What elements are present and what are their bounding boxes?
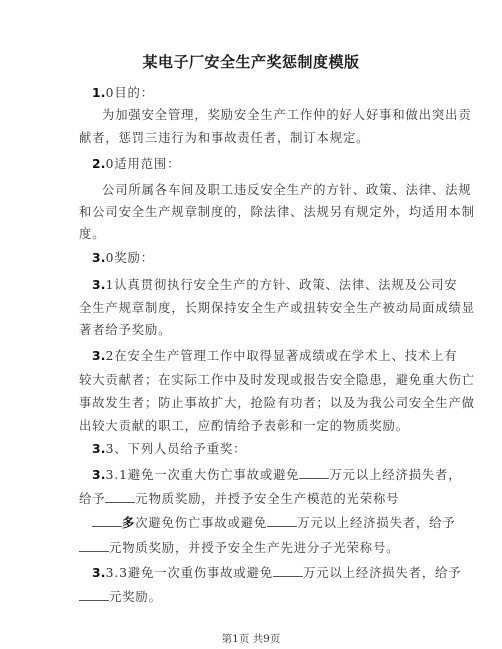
text-line: [102, 183, 472, 197]
line-text: 为加强安全管理，奖励安全生产工作仲的好人好事和做出突出贡: [102, 108, 472, 122]
line-text: 献者，惩罚三违行为和事故责任者，制订本规定。: [79, 131, 370, 145]
text-line: [92, 278, 457, 292]
section-number: 3.: [92, 349, 106, 363]
page-footer: 第1页 共9页: [221, 633, 281, 645]
line-text: 著者给予奖励。: [79, 323, 172, 337]
fill-blank: [299, 467, 329, 479]
section-number: 3.: [92, 442, 106, 456]
line-text: 给予: [79, 492, 106, 506]
text-line: [79, 396, 475, 410]
line-text: 0适用范围：: [105, 157, 181, 171]
section-number: 3.: [92, 278, 106, 292]
text-line: [92, 515, 456, 530]
section-number: 2.: [92, 157, 106, 171]
text-line: [102, 108, 472, 122]
line-text-tail: 万元以上经济损失者，给予: [303, 566, 462, 580]
line-text: 0奖励：: [105, 251, 154, 265]
text-line: [79, 131, 369, 145]
line-text: 全生产规章制度，长期保持安全生产或扭转安全生产被动局面成绩显: [79, 301, 475, 315]
text-line: [79, 419, 409, 433]
text-line: [79, 301, 475, 315]
text-line: [92, 251, 154, 265]
text-line: [79, 205, 475, 219]
line-text: 出较大贡献的职工，应酌情给予表彰和一定的物质奖励。: [79, 419, 409, 433]
line-text-tail: 元物质奖励，并授予安全生产模范的光荣称号: [135, 492, 400, 506]
text-line: [79, 373, 475, 387]
text-line: [79, 491, 399, 506]
fill-blank: [79, 540, 109, 552]
line-text: 公司所属各车间及职工违反安全生产的方针、政策、法律、法规: [102, 183, 472, 197]
line-text: 元物质奖励，并授予安全生产先进分子光荣称号。: [109, 541, 400, 555]
line-text: 2在安全生产管理工作中取得显著成绩或在学术上、技术上有: [105, 349, 458, 363]
section-number: 3.: [92, 251, 106, 265]
line-text: 和公司安全生产规章制度的，除法律、法规另有规定外，均适用本制: [79, 205, 475, 219]
text-line: [92, 467, 461, 482]
line-text-tail: 万元以上经济损失者，给予: [297, 516, 456, 530]
text-line: [79, 323, 171, 337]
line-text-tail: 万元以上经济损失者，: [329, 468, 462, 482]
section-number: 3.: [92, 566, 106, 580]
text-line: [92, 157, 180, 171]
line-text: 0目的：: [105, 86, 154, 100]
text-line: [92, 349, 457, 363]
section-number: 3.: [92, 468, 106, 482]
line-text: 元奖励。: [109, 590, 162, 604]
text-line: [79, 227, 105, 241]
text-line: [92, 565, 461, 580]
fill-blank: [79, 589, 109, 601]
text-line: [92, 442, 246, 456]
line-text: 1认真贯彻执行安全生产的方针、政策、法律、法规及公司安: [105, 278, 458, 292]
text-line: [92, 86, 154, 100]
section-number: 1.: [92, 86, 106, 100]
line-text: 3、下列人员给予重奖：: [105, 442, 247, 456]
fill-blank: [105, 491, 135, 503]
line-text: 次避免伤亡事故或避免: [135, 516, 268, 530]
text-line: [79, 540, 399, 555]
line-text: 较大贡献者；在实际工作中及时发现或报告安全隐患，避免重大伤亡: [79, 373, 475, 387]
text-line: [79, 589, 162, 604]
line-text: 事故发生者；防止事故扩大，抢险有功者；以及为我公司安全生产做: [79, 396, 475, 410]
bold-text: 多: [122, 515, 136, 530]
fill-blank: [273, 565, 303, 577]
fill-blank: [267, 515, 297, 527]
line-text: 3.1避免一次重大伤亡事故或避免: [105, 468, 300, 482]
line-text: 3.3避免一次重伤事故或避免: [105, 566, 274, 580]
fill-blank: [92, 515, 122, 527]
line-text: 度。: [79, 227, 106, 241]
document-title: 某电子厂安全生产奖惩制度模版: [142, 53, 360, 71]
